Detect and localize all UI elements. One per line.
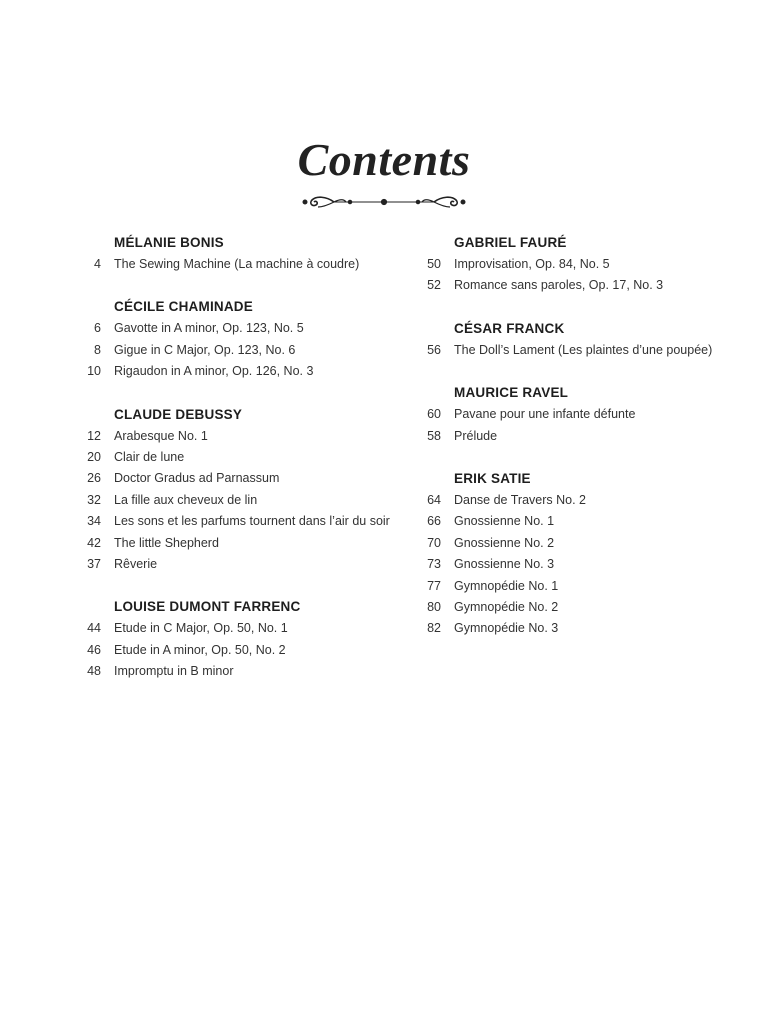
- composer-section: [418, 318, 748, 361]
- page-number: 26: [87, 471, 101, 486]
- piece-title: Danse de Travers No. 2: [454, 492, 587, 507]
- page-number: 6: [94, 321, 101, 336]
- page-number: 50: [427, 257, 441, 271]
- page-number: 60: [427, 407, 441, 422]
- composer-heading: LOUISE DUMONT FARRENC: [114, 599, 301, 615]
- contents-right-column: [418, 232, 748, 661]
- piece-title: The Sewing Machine (La machine à coudre): [114, 257, 360, 271]
- composer-section: [418, 232, 748, 297]
- contents-entry: [78, 254, 408, 275]
- composer-heading: CLAUDE DEBUSSY: [114, 406, 243, 422]
- contents-entry: [78, 426, 408, 447]
- piece-title: Gymnopédie No. 1: [454, 578, 559, 593]
- contents-entry: [418, 576, 748, 597]
- contents-entry: [78, 468, 408, 489]
- piece-title: Gnossienne No. 3: [454, 557, 555, 572]
- composer-section: [78, 296, 408, 382]
- composer-heading: CÉCILE CHAMINADE: [114, 299, 253, 315]
- piece-title: Etude in A minor, Op. 50, No. 2: [114, 642, 286, 657]
- flourish-divider-icon: [300, 192, 468, 212]
- composer-section: [78, 596, 408, 682]
- contents-entry: [418, 404, 748, 425]
- page-number: 34: [87, 514, 101, 529]
- page-number: 73: [427, 557, 441, 572]
- contents-entry: [418, 340, 748, 361]
- piece-title: Clair de lune: [114, 449, 185, 464]
- contents-entry: [418, 275, 748, 296]
- page-number: 4: [94, 257, 101, 271]
- page-number: 58: [427, 428, 441, 443]
- contents-entry: [418, 618, 748, 639]
- contents-entry: [418, 554, 748, 575]
- piece-title: Pavane pour une infante défunte: [454, 407, 636, 422]
- contents-entry: [78, 361, 408, 382]
- piece-title: Les sons et les parfums tournent dans l’air du soir: [114, 514, 390, 529]
- composer-heading: ERIK SATIE: [454, 470, 531, 486]
- composer-section: [78, 404, 408, 576]
- contents-entry: [418, 533, 748, 554]
- contents-entry: [418, 511, 748, 532]
- page-number: 52: [427, 278, 441, 293]
- contents-entry: [418, 254, 748, 275]
- composer-heading: CÉSAR FRANCK: [454, 320, 565, 336]
- contents-entry: [78, 533, 408, 554]
- page-number: 64: [427, 492, 441, 507]
- page-number: 8: [94, 342, 101, 357]
- piece-title: Gigue in C Major, Op. 123, No. 6: [114, 342, 296, 357]
- page-number: 12: [87, 428, 101, 443]
- page-number: 44: [87, 621, 101, 636]
- page-number: 42: [87, 535, 101, 550]
- piece-title: The Doll’s Lament (Les plaintes d’une poupée): [454, 342, 713, 357]
- composer-section: [418, 382, 748, 447]
- page-number: 46: [87, 642, 101, 657]
- piece-title: Gymnopédie No. 2: [454, 599, 559, 614]
- contents-entry: [78, 661, 408, 682]
- page-number: 70: [427, 535, 441, 550]
- piece-title: Gavotte in A minor, Op. 123, No. 5: [114, 321, 304, 336]
- contents-entry: [418, 597, 748, 618]
- page-number: 56: [427, 342, 441, 357]
- page-number: 66: [427, 514, 441, 529]
- composer-heading: GABRIEL FAURÉ: [454, 235, 567, 250]
- page-number: 10: [87, 364, 101, 379]
- piece-title: Rêverie: [114, 556, 158, 571]
- piece-title: Gymnopédie No. 3: [454, 621, 559, 636]
- contents-entry: [78, 447, 408, 468]
- page-number: 20: [87, 449, 101, 464]
- piece-title: Rigaudon in A minor, Op. 126, No. 3: [114, 364, 314, 379]
- contents-entry: [78, 340, 408, 361]
- piece-title: La fille aux cheveux de lin: [114, 492, 258, 507]
- contents-entry: [78, 511, 408, 532]
- composer-heading: MÉLANIE BONIS: [114, 235, 224, 250]
- page-title: Contents: [297, 134, 471, 185]
- piece-title: Improvisation, Op. 84, No. 5: [454, 257, 610, 271]
- contents-entry: [78, 318, 408, 339]
- composer-section: [78, 232, 408, 275]
- contents-entry: [78, 554, 408, 575]
- piece-title: Impromptu in B minor: [114, 664, 234, 679]
- contents-entry: [418, 426, 748, 447]
- piece-title: Etude in C Major, Op. 50, No. 1: [114, 621, 288, 636]
- piece-title: Arabesque No. 1: [114, 428, 208, 443]
- contents-entry: [78, 640, 408, 661]
- page-number: 80: [427, 599, 441, 614]
- composer-heading: MAURICE RAVEL: [454, 385, 569, 401]
- composer-section: [418, 468, 748, 640]
- piece-title: Prélude: [454, 428, 498, 443]
- piece-title: The little Shepherd: [114, 535, 219, 550]
- contents-entry: [78, 490, 408, 511]
- page-number: 77: [427, 578, 441, 593]
- page-number: 32: [87, 492, 101, 507]
- contents-entry: [78, 618, 408, 639]
- page-number: 37: [87, 556, 101, 571]
- contents-left-column: [78, 232, 408, 703]
- contents-entry: [418, 490, 748, 511]
- piece-title: Gnossienne No. 2: [454, 535, 555, 550]
- piece-title: Gnossienne No. 1: [454, 514, 555, 529]
- piece-title: Romance sans paroles, Op. 17, No. 3: [454, 278, 664, 293]
- page-number: 82: [427, 621, 441, 636]
- page-number: 48: [87, 664, 101, 679]
- piece-title: Doctor Gradus ad Parnassum: [114, 471, 280, 486]
